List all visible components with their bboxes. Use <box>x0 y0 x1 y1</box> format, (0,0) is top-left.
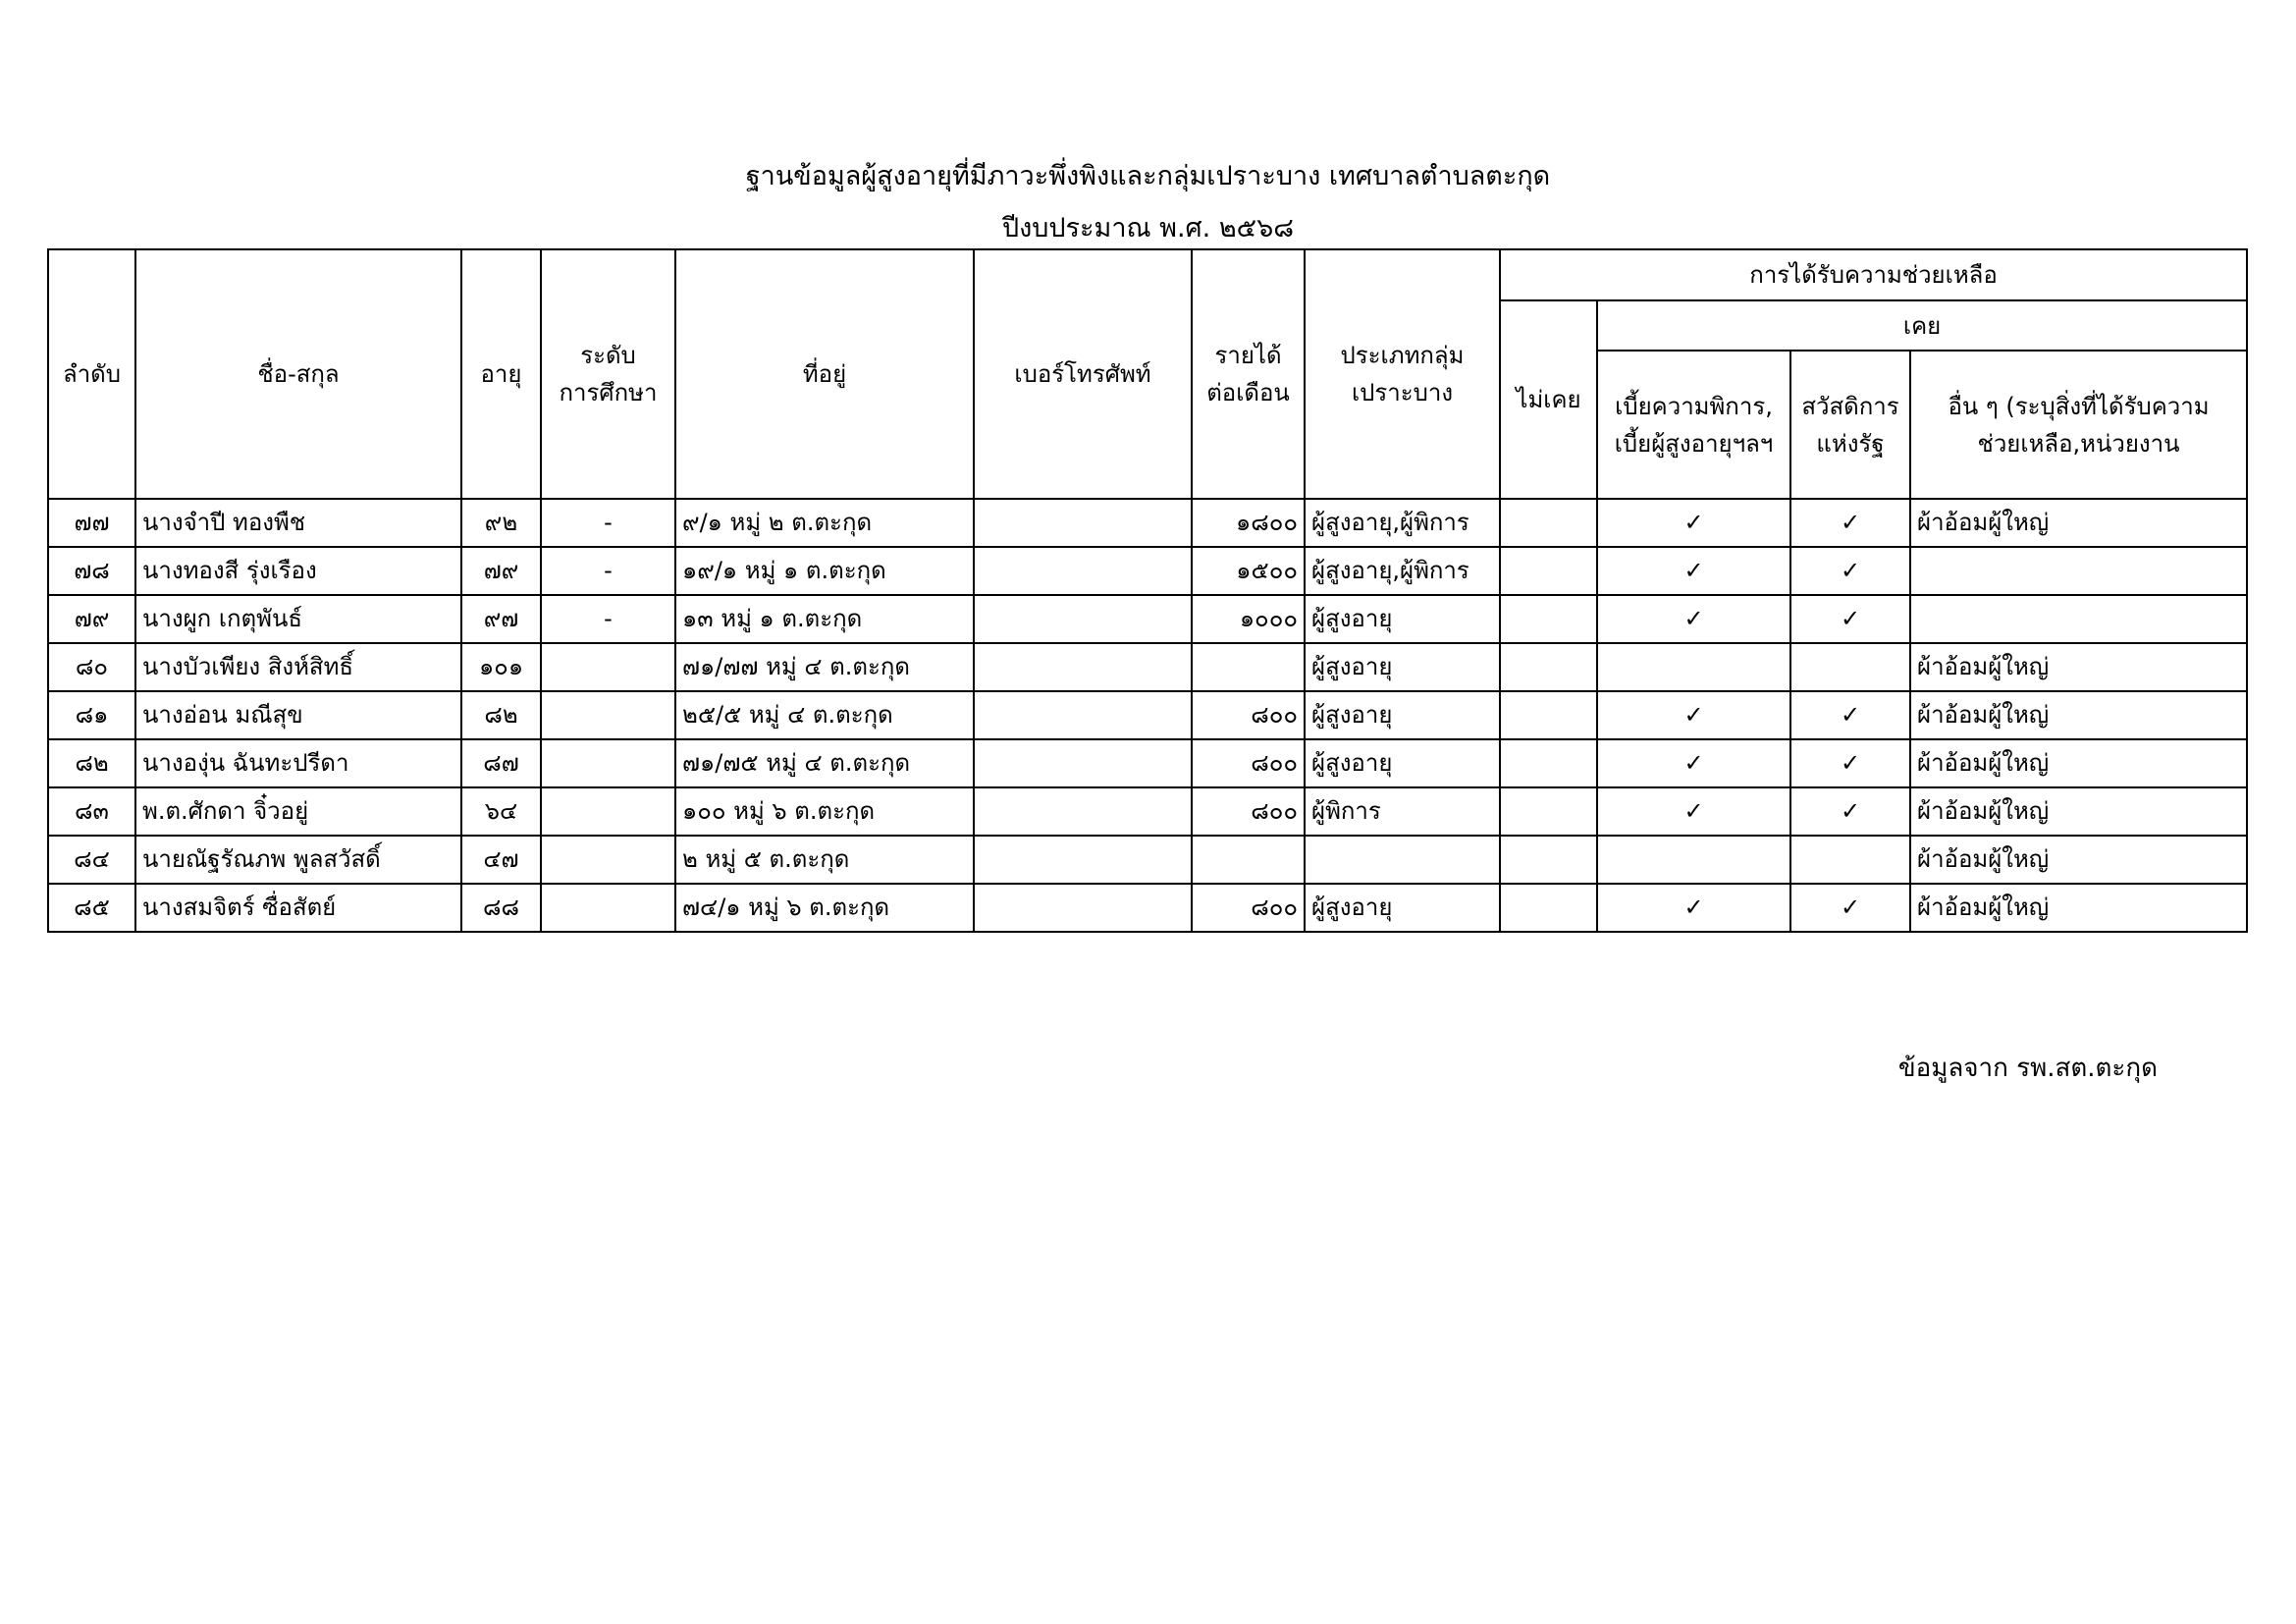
cell-address: ๑๓ หมู่ ๑ ต.ตะกุด <box>675 595 974 643</box>
data-source-note: ข้อมูลจาก รพ.สต.ตะกุด <box>1897 1054 2158 1083</box>
table-row <box>48 547 2247 595</box>
check-allowance-icon: ✓ <box>1597 691 1790 739</box>
cell-phone <box>974 884 1192 932</box>
header-ever: เคย <box>1597 300 2247 351</box>
table-row <box>48 739 2247 787</box>
header-welfare-line1: สวัสดิการ <box>1801 392 1899 420</box>
cell-name: นางอ่อน มณีสุข <box>135 691 461 739</box>
header-phone: เบอร์โทรศัพท์ <box>974 249 1192 499</box>
header-order: ลำดับ <box>48 249 135 499</box>
cell-income <box>1192 643 1305 691</box>
table-row <box>48 836 2247 884</box>
cell-other-assistance: ผ้าอ้อมผู้ใหญ่ <box>1910 739 2247 787</box>
header-never: ไม่เคย <box>1500 300 1597 499</box>
header-allowance-line2: เบี้ยผู้สูงอายุฯลฯ <box>1614 429 1774 458</box>
check-welfare-icon: ✓ <box>1790 595 1910 643</box>
cell-vulnerable-group: ผู้สูงอายุ <box>1305 643 1500 691</box>
table-row <box>48 884 2247 932</box>
table-row <box>48 643 2247 691</box>
cell-education <box>541 643 675 691</box>
cell-address: ๒๕/๕ หมู่ ๔ ต.ตะกุด <box>675 691 974 739</box>
cell-phone <box>974 643 1192 691</box>
check-allowance-icon: ✓ <box>1597 739 1790 787</box>
cell-other-assistance: ผ้าอ้อมผู้ใหญ่ <box>1910 787 2247 836</box>
cell-age: ๗๙ <box>461 547 541 595</box>
cell-education <box>541 884 675 932</box>
cell-vulnerable-group: ผู้สูงอายุ,ผู้พิการ <box>1305 547 1500 595</box>
check-welfare-icon: ✓ <box>1790 547 1910 595</box>
cell-order: ๘๓ <box>48 787 135 836</box>
check-welfare-icon <box>1790 643 1910 691</box>
document-subtitle: ปีงบประมาณ พ.ศ. ๒๕๖๘ <box>1001 213 1295 244</box>
cell-income: ๑๐๐๐ <box>1192 595 1305 643</box>
table-row <box>48 499 2247 547</box>
check-welfare-icon: ✓ <box>1790 787 1910 836</box>
cell-income <box>1192 836 1305 884</box>
cell-never <box>1500 739 1597 787</box>
cell-age: ๙๒ <box>461 499 541 547</box>
cell-other-assistance: ผ้าอ้อมผู้ใหญ่ <box>1910 691 2247 739</box>
check-welfare-icon: ✓ <box>1790 691 1910 739</box>
header-education-line2: การศึกษา <box>559 379 658 406</box>
cell-address: ๙/๑ หมู่ ๒ ต.ตะกุด <box>675 499 974 547</box>
cell-phone <box>974 499 1192 547</box>
header-group-line1: ประเภทกลุ่ม <box>1340 342 1465 369</box>
header-other-line2: ช่วยเหลือ,หน่วยงาน <box>1977 429 2180 458</box>
header-assistance: การได้รับความช่วยเหลือ <box>1500 249 2247 300</box>
cell-income: ๘๐๐ <box>1192 884 1305 932</box>
check-allowance-icon: ✓ <box>1597 884 1790 932</box>
cell-name: นางองุ่น ฉันทะปรีดา <box>135 739 461 787</box>
cell-other-assistance: ผ้าอ้อมผู้ใหญ่ <box>1910 499 2247 547</box>
cell-order: ๗๘ <box>48 547 135 595</box>
cell-name: นางผูก เกตุพันธ์ <box>135 595 461 643</box>
header-allowance <box>1597 351 1790 499</box>
cell-vulnerable-group: ผู้สูงอายุ,ผู้พิการ <box>1305 499 1500 547</box>
cell-education <box>541 836 675 884</box>
cell-vulnerable-group: ผู้สูงอายุ <box>1305 739 1500 787</box>
cell-address: ๒ หมู่ ๕ ต.ตะกุด <box>675 836 974 884</box>
cell-phone <box>974 787 1192 836</box>
header-welfare-line2: แห่งรัฐ <box>1816 429 1885 458</box>
table-row <box>48 787 2247 836</box>
cell-vulnerable-group <box>1305 836 1500 884</box>
elderly-database-table <box>47 248 2248 933</box>
cell-order: ๘๐ <box>48 643 135 691</box>
header-state-welfare <box>1790 351 1910 499</box>
header-other-line1: อื่น ๆ (ระบุสิ่งที่ได้รับความ <box>1948 392 2210 420</box>
cell-education <box>541 787 675 836</box>
cell-address: ๗๑/๗๗ หมู่ ๔ ต.ตะกุด <box>675 643 974 691</box>
header-allowance-line1: เบี้ยความพิการ, <box>1615 392 1773 420</box>
cell-age: ๘๗ <box>461 739 541 787</box>
cell-income: ๘๐๐ <box>1192 787 1305 836</box>
header-income-line1: รายได้ <box>1214 342 1282 369</box>
cell-income: ๘๐๐ <box>1192 739 1305 787</box>
cell-vulnerable-group: ผู้สูงอายุ <box>1305 595 1500 643</box>
cell-vulnerable-group: ผู้สูงอายุ <box>1305 884 1500 932</box>
header-income <box>1192 249 1305 499</box>
cell-other-assistance <box>1910 595 2247 643</box>
cell-order: ๗๙ <box>48 595 135 643</box>
cell-name: นางสมจิตร์ ซื่อสัตย์ <box>135 884 461 932</box>
cell-age: ๖๔ <box>461 787 541 836</box>
cell-address: ๗๑/๗๕ หมู่ ๔ ต.ตะกุด <box>675 739 974 787</box>
cell-phone <box>974 836 1192 884</box>
check-welfare-icon: ✓ <box>1790 884 1910 932</box>
check-allowance-icon <box>1597 643 1790 691</box>
cell-never <box>1500 547 1597 595</box>
header-other-assistance <box>1910 351 2247 499</box>
cell-never <box>1500 884 1597 932</box>
check-welfare-icon: ✓ <box>1790 739 1910 787</box>
cell-other-assistance: ผ้าอ้อมผู้ใหญ่ <box>1910 643 2247 691</box>
check-allowance-icon: ✓ <box>1597 547 1790 595</box>
cell-education: - <box>541 547 675 595</box>
cell-never <box>1500 787 1597 836</box>
cell-phone <box>974 547 1192 595</box>
cell-age: ๔๗ <box>461 836 541 884</box>
cell-never <box>1500 499 1597 547</box>
cell-order: ๗๗ <box>48 499 135 547</box>
header-group-line2: เปราะบาง <box>1351 379 1454 406</box>
cell-vulnerable-group: ผู้สูงอายุ <box>1305 691 1500 739</box>
cell-address: ๗๔/๑ หมู่ ๖ ต.ตะกุด <box>675 884 974 932</box>
cell-name: นางทองสี รุ่งเรือง <box>135 547 461 595</box>
cell-income: ๘๐๐ <box>1192 691 1305 739</box>
header-vulnerable-group <box>1305 249 1500 499</box>
cell-income: ๑๕๐๐ <box>1192 547 1305 595</box>
cell-name: นางบัวเพียง สิงห์สิทธิ์ <box>135 643 461 691</box>
header-education <box>541 249 675 499</box>
cell-education <box>541 739 675 787</box>
cell-other-assistance: ผ้าอ้อมผู้ใหญ่ <box>1910 836 2247 884</box>
cell-phone <box>974 595 1192 643</box>
check-allowance-icon: ✓ <box>1597 595 1790 643</box>
cell-phone <box>974 739 1192 787</box>
cell-never <box>1500 643 1597 691</box>
table-row <box>48 691 2247 739</box>
table-row <box>48 595 2247 643</box>
cell-address: ๑๙/๑ หมู่ ๑ ต.ตะกุด <box>675 547 974 595</box>
header-name: ชื่อ-สกุล <box>135 249 461 499</box>
check-allowance-icon: ✓ <box>1597 499 1790 547</box>
cell-education: - <box>541 595 675 643</box>
cell-order: ๘๕ <box>48 884 135 932</box>
cell-age: ๘๘ <box>461 884 541 932</box>
cell-name: นายณัฐรัณภพ พูลสวัสดิ์ <box>135 836 461 884</box>
cell-education <box>541 691 675 739</box>
cell-age: ๘๒ <box>461 691 541 739</box>
header-education-line1: ระดับ <box>580 342 636 369</box>
cell-name: นางจำปี ทองพืช <box>135 499 461 547</box>
header-age: อายุ <box>461 249 541 499</box>
cell-vulnerable-group: ผู้พิการ <box>1305 787 1500 836</box>
cell-never <box>1500 836 1597 884</box>
check-welfare-icon: ✓ <box>1790 499 1910 547</box>
header-income-line2: ต่อเดือน <box>1206 379 1290 406</box>
cell-other-assistance <box>1910 547 2247 595</box>
cell-other-assistance: ผ้าอ้อมผู้ใหญ่ <box>1910 884 2247 932</box>
cell-education: - <box>541 499 675 547</box>
cell-order: ๘๑ <box>48 691 135 739</box>
document-title: ฐานข้อมูลผู้สูงอายุที่มีภาวะพึ่งพิงและกลุ่มเปราะบาง เทศบาลตำบลตะกุด <box>745 161 1551 191</box>
check-allowance-icon: ✓ <box>1597 787 1790 836</box>
header-address: ที่อยู่ <box>675 249 974 499</box>
cell-age: ๑๐๑ <box>461 643 541 691</box>
check-welfare-icon <box>1790 836 1910 884</box>
cell-order: ๘๔ <box>48 836 135 884</box>
check-allowance-icon <box>1597 836 1790 884</box>
cell-phone <box>974 691 1192 739</box>
cell-income: ๑๘๐๐ <box>1192 499 1305 547</box>
cell-name: พ.ต.ศักดา จิ๋วอยู่ <box>135 787 461 836</box>
cell-age: ๙๗ <box>461 595 541 643</box>
cell-never <box>1500 691 1597 739</box>
cell-never <box>1500 595 1597 643</box>
cell-address: ๑๐๐ หมู่ ๖ ต.ตะกุด <box>675 787 974 836</box>
cell-order: ๘๒ <box>48 739 135 787</box>
